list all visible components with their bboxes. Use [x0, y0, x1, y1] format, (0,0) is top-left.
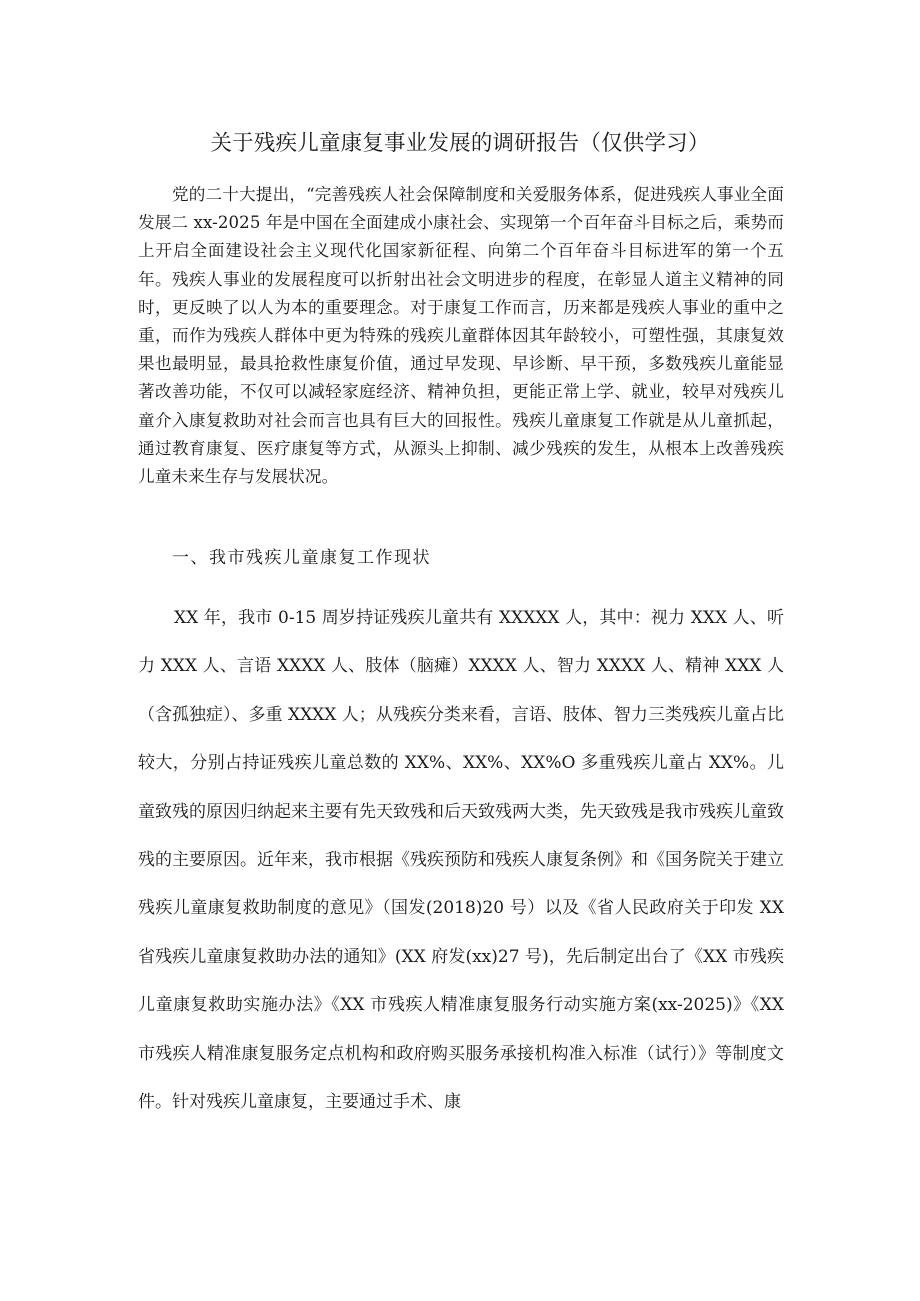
section-heading: 一、我市残疾儿童康复工作现状: [172, 548, 431, 568]
section-paragraph: XX 年，我市 0-15 周岁持证残疾儿童共有 XXXXX 人，其中：视力 XXX 人、听力 XXX 人、言语 XXXX 人、肢体（脑瘫）XXXX 人、智力 XXXX 人、精神 XXX 人（含孤独症）、多重 XXXX 人；从残疾分类来看，言语、肢体、智力三类残疾儿童占比较大，分别占持证残疾儿童总数的 XX%、XX%、XX%O 多重残疾儿童占 XX%。儿童致残的原因归纳起来主要有先天致残和后天致残两大类，先天致残是我市残疾儿童致残的主要原因。近年来，我市根据《残疾预防和残疾人康复条例》和《国务院关于建立残疾儿童康复救助制度的意见》（国发(2018)20 号）以及《省人民政府关于印发 XX 省残疾儿童康复救助办法的通知》(XX 府发(xx)27 号)，先后制定出台了《XX 市残疾儿童康复救助实施办法》《XX 市残疾人精准康复服务行动实施方案(xx-2025)》《XX 市残疾人精准康复服务定点机构和政府购买服务承接机构准入标准（试行）》等制度文件。针对残疾儿童康复，主要通过手术、康: [138, 608, 784, 1113]
intro-paragraph: 党的二十大提出，“完善残疾人社会保障制度和关爱服务体系，促进残疾人事业全面发展二 xx-2025 年是中国在全面建成小康社会、实现第一个百年奋斗目标之后，乘势而上开启全面建设社会主义现代化国家新征程、向第二个百年奋斗目标进军的第一个五年。残疾人事业的发展程度可以折射出社会文明进步的程度，在彰显人道主义精神的同时，更反映了以人为本的重要理念。对于康复工作而言，历来都是残疾人事业的重中之重，而作为残疾人群体中更为特殊的残疾儿童群体因其年龄较小，可塑性强，其康复效果也最明显，最具抢救性康复价值，通过早发现、早诊断、早干预，多数残疾儿童能显著改善功能，不仅可以减轻家庭经济、精神负担，更能正常上学、就业，较早对残疾儿童介入康复救助对社会而言也具有巨大的回报性。残疾儿童康复工作就是从儿童抓起，通过教育康复、医疗康复等方式，从源头上抑制、减少残疾的发生，从根本上改善残疾儿童未来生存与发展状况。: [138, 185, 784, 487]
document-title: 关于残疾儿童康复事业发展的调研报告（仅供学习）: [210, 131, 710, 156]
